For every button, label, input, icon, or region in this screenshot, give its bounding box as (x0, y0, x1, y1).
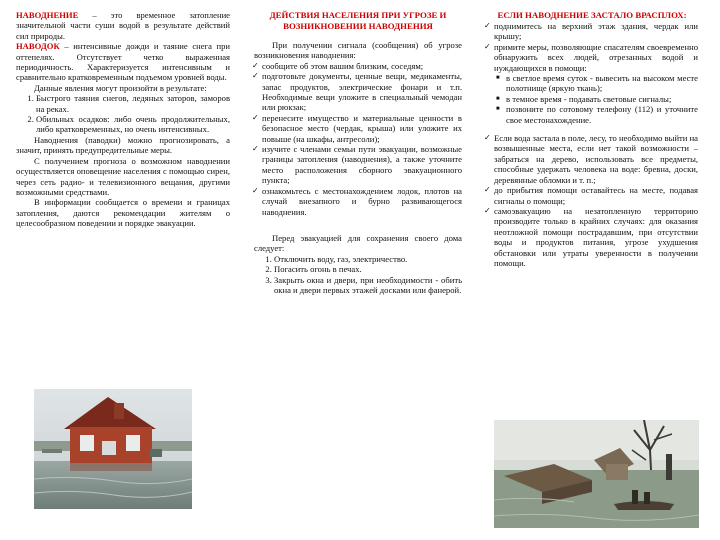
square-bullet-icon: ■ (496, 75, 500, 82)
evacuation-step: 1. Отключить воду, газ, электричество. (274, 254, 462, 264)
surprise-item: ✓ поднимитесь на верхний этаж здания, чердак или крышу; (484, 21, 698, 42)
freshet-definition (16, 41, 230, 83)
check-mark-icon: ✓ (252, 185, 259, 195)
causes-list (16, 93, 230, 135)
flooded-house-photo (34, 389, 192, 509)
check-mark-icon: ✓ (484, 21, 491, 30)
flood-definition (16, 10, 230, 41)
freshet-definition-text: – интенсивные дожди и таяние снега при оттепелях. Отсутствует четко выраженная периодичность. Характеризуется интенсивным и сравнительно кратковременным подъемом уровней воды. (16, 41, 230, 83)
surprise-item: ✓ самоэвакуацию на незатопленную территорию производите только в крайних случаях: для оказания неотложной помощи пострадавшим, при отсутствии воды и продуктов питания, угрозе ухудшения обстановки или утраты уверенности в получении помощи. (484, 205, 698, 268)
check-mark-icon: ✓ (484, 185, 491, 195)
flooded-village-illustration (494, 420, 699, 528)
evacuation-step: 3. Закрыть окна и двери, при необходимости - обить окна и двери первых этажей досками или фанерой. (274, 275, 462, 296)
surprise-item: ✓ примите меры, позволяющие спасателям своевременно обнаружить всех людей, отрезанных водой и нуждающихся в помощи: (484, 41, 698, 73)
signal-subitem: ■ в светлое время суток - вывесить на высоком месте полотнище (яркую ткань); (496, 73, 698, 94)
surprise-item: ✓ Если вода застала в поле, лесу, то необходимо выйти на возвышенные места, если нет такой возможности – забраться на дерево, использовать все предметы, способные удержать человека на воде: бревна, доски, деревянные обломки и т. п.; (484, 133, 698, 185)
action-item: ✓ подготовьте документы, ценные вещи, медикаменты, запас продуктов, электрические фонари и т.п. Необходимые вещи уложите в специальный чемодан или рюкзак; (252, 71, 462, 113)
action-item: ✓ перенесите имущество и материальные ценности в безопасное место (чердак, крыша) или уложите их повыше (на шкафы, антресоли); (252, 112, 462, 144)
check-mark-icon: ✓ (252, 60, 259, 70)
term-flood: НАВОДНЕНИЕ (16, 10, 79, 20)
actions-title: ДЕЙСТВИЯ НАСЕЛЕНИЯ ПРИ УГРОЗЕ И ВОЗНИКНОВЕНИИ НАВОДНЕНИЯ (269, 10, 447, 31)
evacuation-step: 2. Погасить огонь в печах. (274, 264, 462, 274)
check-mark-icon: ✓ (484, 205, 491, 215)
column-actions (254, 10, 462, 295)
action-item: ✓ ознакомьтесь с местонахождением лодок, плотов на случай внезапного и бурно развивающегося наводнения. (252, 185, 462, 217)
column-surprise (486, 10, 698, 268)
action-item: ✓ изучите с членами семьи пути эвакуации, возможные границы затопления (наводнения), а также уточните место расположения сборного эвакуационного пункта; (252, 144, 462, 186)
forecast-paragraph: Наводнения (паводки) можно прогнозировать, а значит, принять предупредительные меры. (16, 134, 230, 156)
cause-item: 1. Быстрого таяния снегов, ледяных заторов, заморов на реках. (36, 93, 230, 114)
info-paragraph: В информации сообщается о времени и границах затопления, даются рекомендации жителям о целесообразном поведении и порядке эвакуации. (16, 197, 230, 229)
term-freshet: НАВОДОК (16, 41, 60, 52)
square-bullet-icon: ■ (496, 106, 500, 113)
signal-subitem: ■ позвоните по сотовому телефону (112) и уточните свое местонахождение. (496, 104, 698, 125)
check-mark-icon: ✓ (484, 41, 491, 51)
surprise-item: ✓ до прибытия помощи оставайтесь на месте, подавая сигналы о помощи; (484, 185, 698, 206)
causes-intro: Данные явления могут произойти в результате: (34, 82, 207, 93)
evacuation-steps (254, 254, 462, 296)
check-mark-icon: ✓ (252, 144, 259, 154)
actions-intro: При получении сигнала (сообщения) об угрозе возникновения наводнения: (254, 40, 462, 61)
action-item: ✓ сообщите об этом вашим близким, соседям; (252, 60, 424, 71)
check-mark-icon: ✓ (252, 112, 259, 122)
square-bullet-icon: ■ (496, 95, 500, 102)
check-mark-icon: ✓ (484, 133, 491, 143)
column-definitions (16, 10, 230, 229)
check-mark-icon: ✓ (252, 71, 259, 81)
warning-paragraph: С получением прогноза о возможном наводнении осуществляется оповещение населения с помощью сирен, через сеть радио- и телевизионного вещания, другими возможными средствами. (16, 155, 230, 197)
cause-item: 2. Обильных осадков: либо очень продолжительных, либо кратковременных, но очень интенсивных. (36, 114, 230, 135)
evacuation-intro: Перед эвакуацией для сохранения своего дома следует: (254, 232, 462, 254)
flood-definition-text: – это временное затопление значительной части суши водой в результате действий сил природы. (16, 10, 230, 41)
surprise-title: ЕСЛИ НАВОДНЕНИЕ ЗАСТАЛО ВРАСПЛОХ: (497, 10, 687, 20)
signal-subitem: ■ в темное время - подавать световые сигналы; (496, 93, 672, 104)
